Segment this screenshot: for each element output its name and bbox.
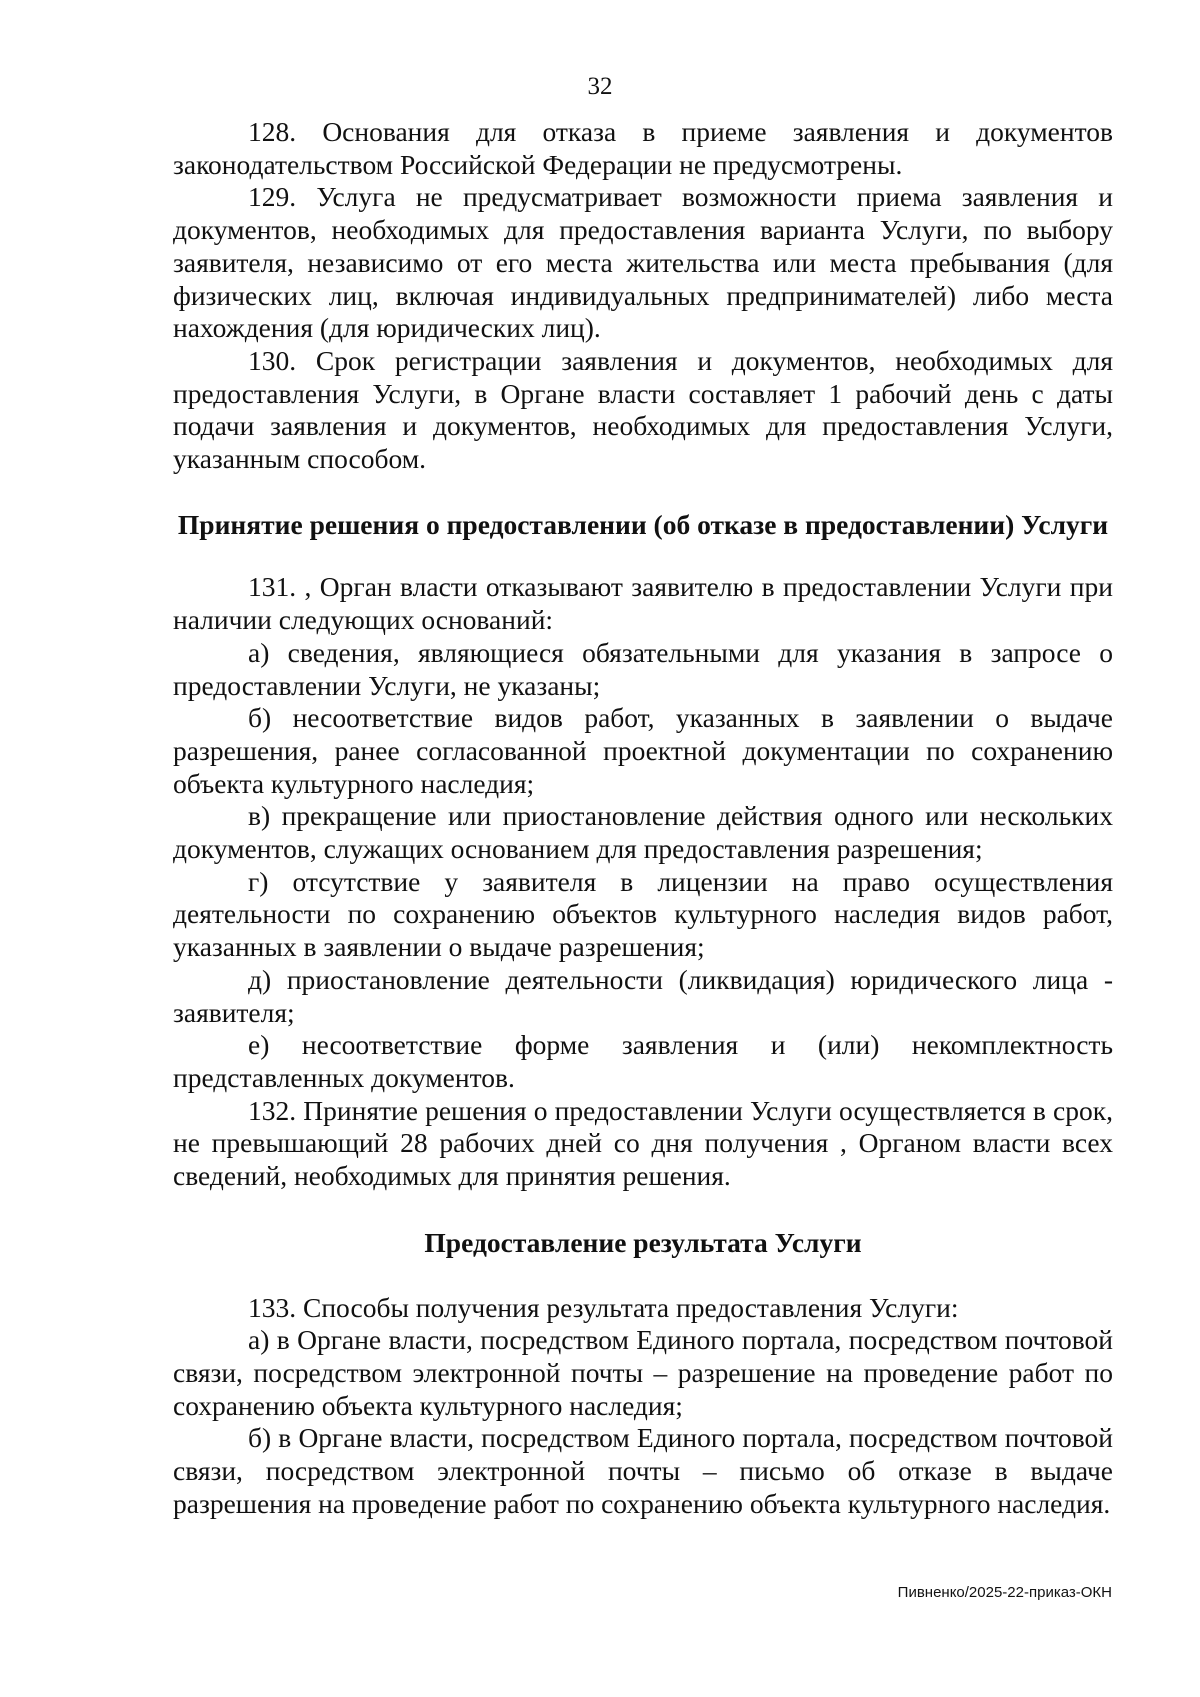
- result-item-a: а) в Органе власти, посредством Единого портала, посредством почтовой связи, посредством электронной почты – разрешение на проведение работ по сохранению объекта культурного наследия;: [173, 1324, 1113, 1421]
- document-body: [173, 116, 1113, 1520]
- list-item-d: д) приостановление деятельности (ликвидация) юридического лица - заявителя;: [173, 963, 1113, 1028]
- list-item-v: в) прекращение или приостановление действия одного или нескольких документов, служащих основанием для предоставления разрешения;: [173, 800, 1113, 865]
- paragraph-128: 128. Основания для отказа в приеме заявления и документов законодательством Российской Федерации не предусмотрены.: [173, 116, 1113, 180]
- list-item-e: е) несоответствие форме заявления и (или) некомплектность представленных документов.: [173, 1029, 1113, 1093]
- paragraph-129: 129. Услуга не предусматривает возможности приема заявления и документов, необходимых для предоставления варианта Услуги, по выбору заявителя, независимо от его места жительства или места пребывания (для физических лиц, включая индивидуальных предпринимателей) либо места нахождения (для юридических лиц).: [173, 181, 1113, 344]
- paragraph-131: 131. , Орган власти отказывают заявителю в предоставлении Услуги при наличии следующих оснований:: [173, 571, 1113, 636]
- list-item-a: а) сведения, являющиеся обязательными для указания в запросе о предоставлении Услуги, не указаны;: [173, 636, 1113, 701]
- list-item-g: г) отсутствие у заявителя в лицензии на право осуществления деятельности по сохранению объектов культурного наследия видов работ, указанных в заявлении о выдаче разрешения;: [173, 865, 1113, 963]
- page-number: 32: [587, 73, 613, 100]
- paragraph-133: 133. Способы получения результата предоставления Услуги:: [248, 1291, 959, 1323]
- section-heading-result: Предоставление результата Услуги: [424, 1226, 862, 1258]
- result-item-b: б) в Органе власти, посредством Единого портала, посредством почтовой связи, посредством электронной почты – письмо об отказе в выдаче разрешения на проведение работ по сохранению объекта культурного наследия.: [173, 1422, 1113, 1519]
- paragraph-132: 132. Принятие решения о предоставлении Услуги осуществляется в срок, не превышающий 28 рабочих дней со дня получения , Органом власти всех сведений, необходимых для принятия решения.: [173, 1094, 1113, 1192]
- document-footer-code: Пивненко/2025-22-приказ-ОКН: [897, 1584, 1112, 1601]
- list-item-b: б) несоответствие видов работ, указанных в заявлении о выдаче разрешения, ранее согласованной проектной документации по сохранению объекта культурного наследия;: [173, 702, 1113, 799]
- section-heading-decision: Принятие решения о предоставлении (об отказе в предоставлении) Услуги: [177, 508, 1109, 540]
- paragraph-130: 130. Срок регистрации заявления и документов, необходимых для предоставления Услуги, в Органе власти составляет 1 рабочий день с даты подачи заявления и документов, необходимых для предоставления Услуги, указанным способом.: [173, 344, 1113, 475]
